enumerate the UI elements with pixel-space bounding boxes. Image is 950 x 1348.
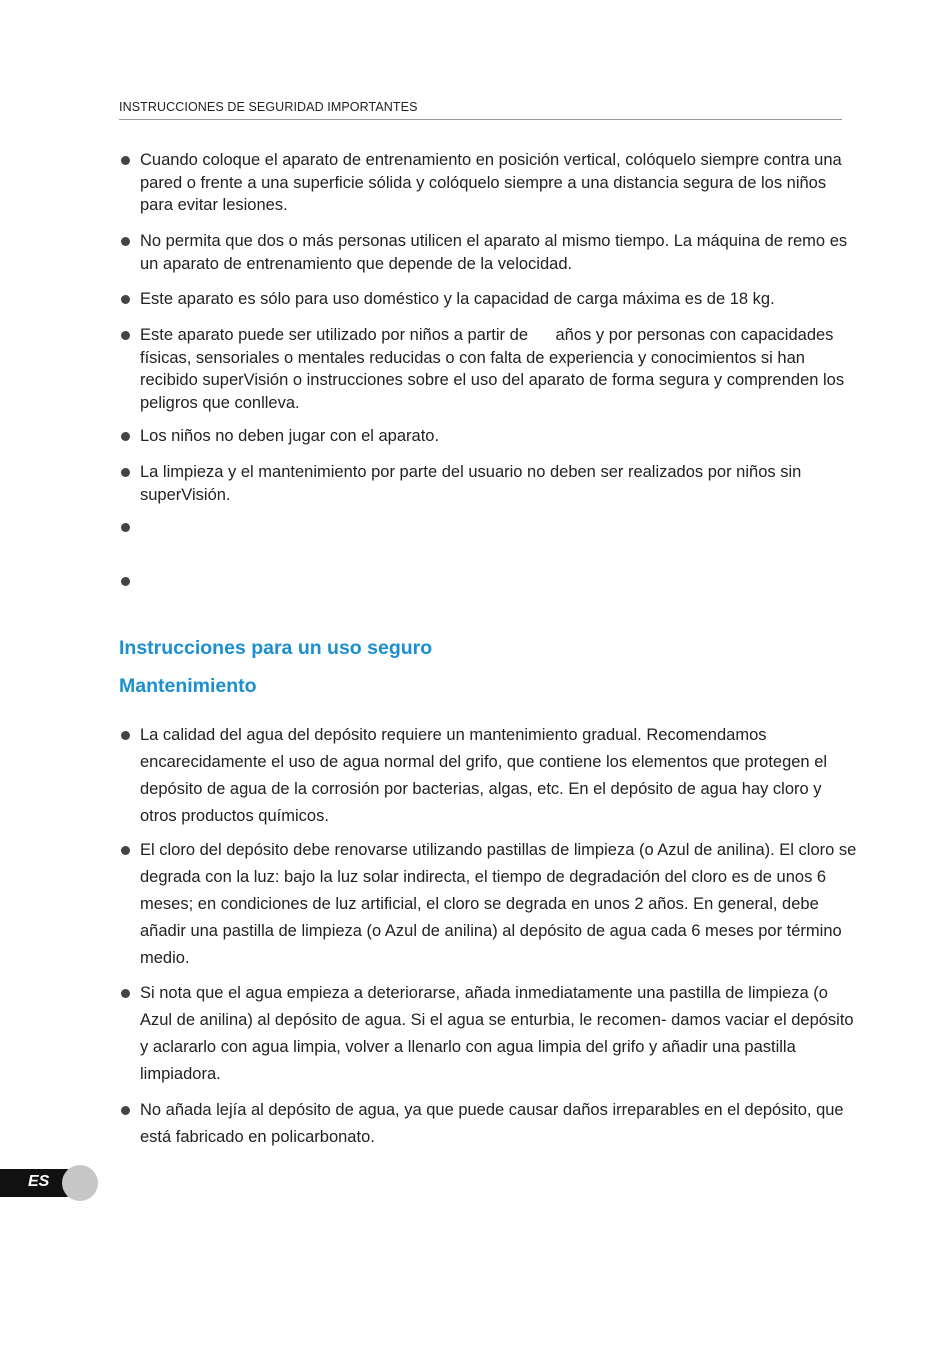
bullet-icon [121,523,130,532]
list-item [119,149,859,217]
bullet-icon [121,432,130,441]
list-item [119,230,859,275]
list-item [119,1097,859,1151]
list-item-text: La calidad del agua del depósito requiere un mantenimiento gradual. Recomendamos encarecidamente el uso de agua normal del grifo, que contiene los elementos que protegen el depósito de agua de la corrosión por bacterias, algas, etc. En el depósito de agua hay cloro y otros productos químicos. [140,726,828,825]
section-title-maintenance: Mantenimiento [119,675,257,697]
list-item [119,425,859,448]
list-item-text: Cuando coloque el aparato de entrenamiento en posición vertical, colóquelo siempre contra una pared o frente a una superficie sólida y colóquelo siempre a una distancia segura de los niños para evitar lesiones. [140,151,842,214]
list-item [119,837,859,972]
section-title-safe-use: Instrucciones para un uso seguro [119,637,433,659]
page-marker-circle [62,1165,98,1201]
bullet-icon [121,468,130,477]
bullet-icon [121,731,130,740]
list-item-text: Los niños no deben jugar con el aparato. [140,427,440,445]
list-item-text: Si nota que el agua empieza a deteriorarse, añada inmediatamente una pastilla de limpieza (o Azul de anilina) al depósito de agua. Si el agua se enturbia, le recomen- damos vaciar el depósito y aclararlo con agua limpia, volver a llenarlo con agua limpia del grifo y añadir una pastilla limpiadora. [140,984,854,1083]
bullet-icon [121,156,130,165]
page-header: INSTRUCCIONES DE SEGURIDAD IMPORTANTES [119,100,842,120]
list-item [119,461,859,506]
list-item-text: Este aparato es sólo para uso doméstico y la capacidad de carga máxima es de 18 kg. [140,290,775,308]
bullet-icon [121,331,130,340]
list-item [119,324,859,414]
list-item-text: No permita que dos o más personas utilicen el aparato al mismo tiempo. La máquina de remo es un aparato de entrenamiento que depende de la velocidad. [140,232,848,273]
list-item [119,980,859,1088]
list-item-text: El cloro del depósito debe renovarse utilizando pastillas de limpieza (o Azul de anilina). El cloro se degrada con la luz: bajo la luz solar indirecta, el tiempo de degradación del cloro es de unos 6 meses; en condiciones de luz artificial, el cloro se degrada en unos 2 años. En general, debe añadir una pastilla de limpieza (o Azul de anilina) al depósito de agua cada 6 meses por término medio. [140,841,857,967]
bullet-icon [121,295,130,304]
bullet-icon [121,989,130,998]
language-label: ES [28,1173,50,1190]
list-item [119,722,859,830]
bullet-icon [121,237,130,246]
list-item-text: Este aparato puede ser utilizado por niños a partir de años y por personas con capacidades físicas, sensoriales o mentales reducidas o con falta de experiencia y conocimientos si han recibido superVisión o instrucciones sobre el uso del aparato de forma segura y comprenden los peligros que conlleva. [140,326,849,412]
bullet-icon [121,1106,130,1115]
list-item-text: No añada lejía al depósito de agua, ya que puede causar daños irreparables en el depósito, que está fabricado en policarbonato. [140,1101,844,1146]
list-item [119,288,859,311]
list-item-text: La limpieza y el mantenimiento por parte del usuario no deben ser realizados por niños sin superVisión. [140,463,802,504]
bullet-icon [121,577,130,586]
bullet-icon [121,846,130,855]
